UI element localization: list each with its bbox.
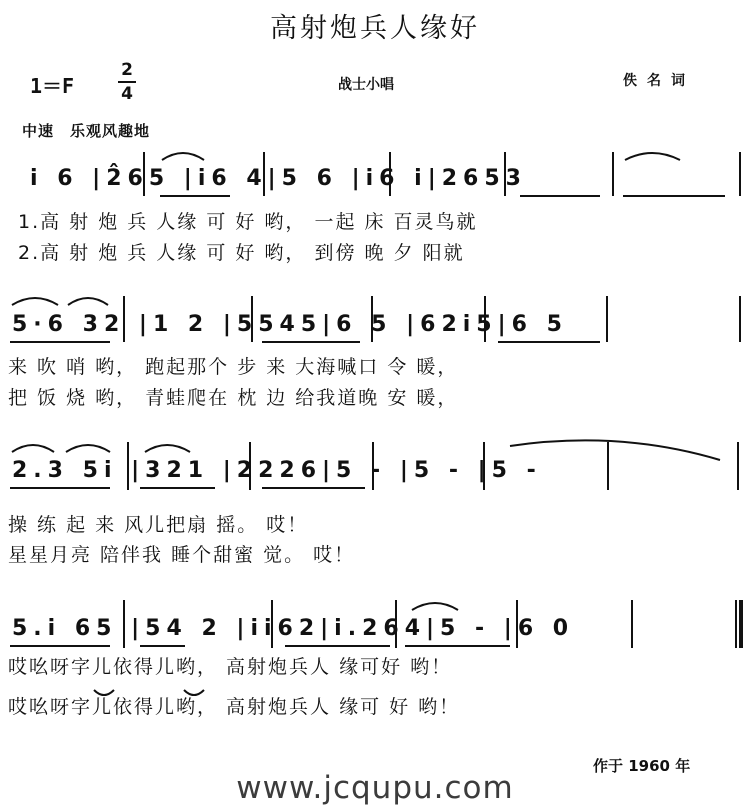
lyric-row-3-verse-1: 操 练 起 来 风儿把扇 摇。 哎！ <box>8 514 309 536</box>
lyric-row-4-verse-1: 哎吆呀字儿依得儿哟， 高射炮兵人 缘可好 哟！ <box>8 656 453 678</box>
composition-date: 作于 1960 年 <box>593 757 691 775</box>
notation-row-1: i 6 |2̂65 |i6 4|5 6 |i6 i|2653 <box>30 166 527 191</box>
lyric-row-2-verse-1: 来 吹 哨 哟， 跑起那个 步 来 大海喊口 令 暖， <box>8 356 459 378</box>
lyric-row-4-verse-2: 哎吆呀字儿依得儿哟， 高射炮兵人 缘可 好 哟！ <box>8 696 461 718</box>
notation-row-2: 5·6 32 |1 2 |5545|6 5 |62i5|6 5 <box>12 312 568 337</box>
watermark-site: www.jcqupu.com <box>236 770 514 806</box>
key-signature: 1＝F <box>30 74 75 98</box>
lyric-row-1-verse-1: 1.高 射 炮 兵 人缘 可 好 哟， 一起 床 百灵鸟就 <box>18 211 478 233</box>
meter-top: 2 <box>121 60 133 80</box>
song-title: 高射炮兵人缘好 <box>270 13 480 44</box>
genre-label: 战士小唱 <box>338 77 394 93</box>
meter-bottom: 4 <box>121 84 133 104</box>
lyric-row-2-verse-2: 把 饭 烧 哟， 青蛙爬在 枕 边 给我道晚 安 暖， <box>8 387 459 409</box>
lyric-row-1-verse-2: 2.高 射 炮 兵 人缘 可 好 哟， 到傍 晚 夕 阳就 <box>18 242 465 264</box>
author-label: 佚名词 <box>623 73 695 89</box>
lyric-row-3-verse-2: 星星月亮 陪伴我 睡个甜蜜 觉。 哎！ <box>8 544 356 566</box>
notation-row-4: 5.i 65 |54 2 |ii62|i.264|5 - |6 0 <box>12 616 575 641</box>
tempo-marking: 中速 乐观风趣地 <box>22 122 151 140</box>
notation-row-3: 2.3 5i |321 |2226|5 - |5 - |5 - <box>12 458 542 483</box>
